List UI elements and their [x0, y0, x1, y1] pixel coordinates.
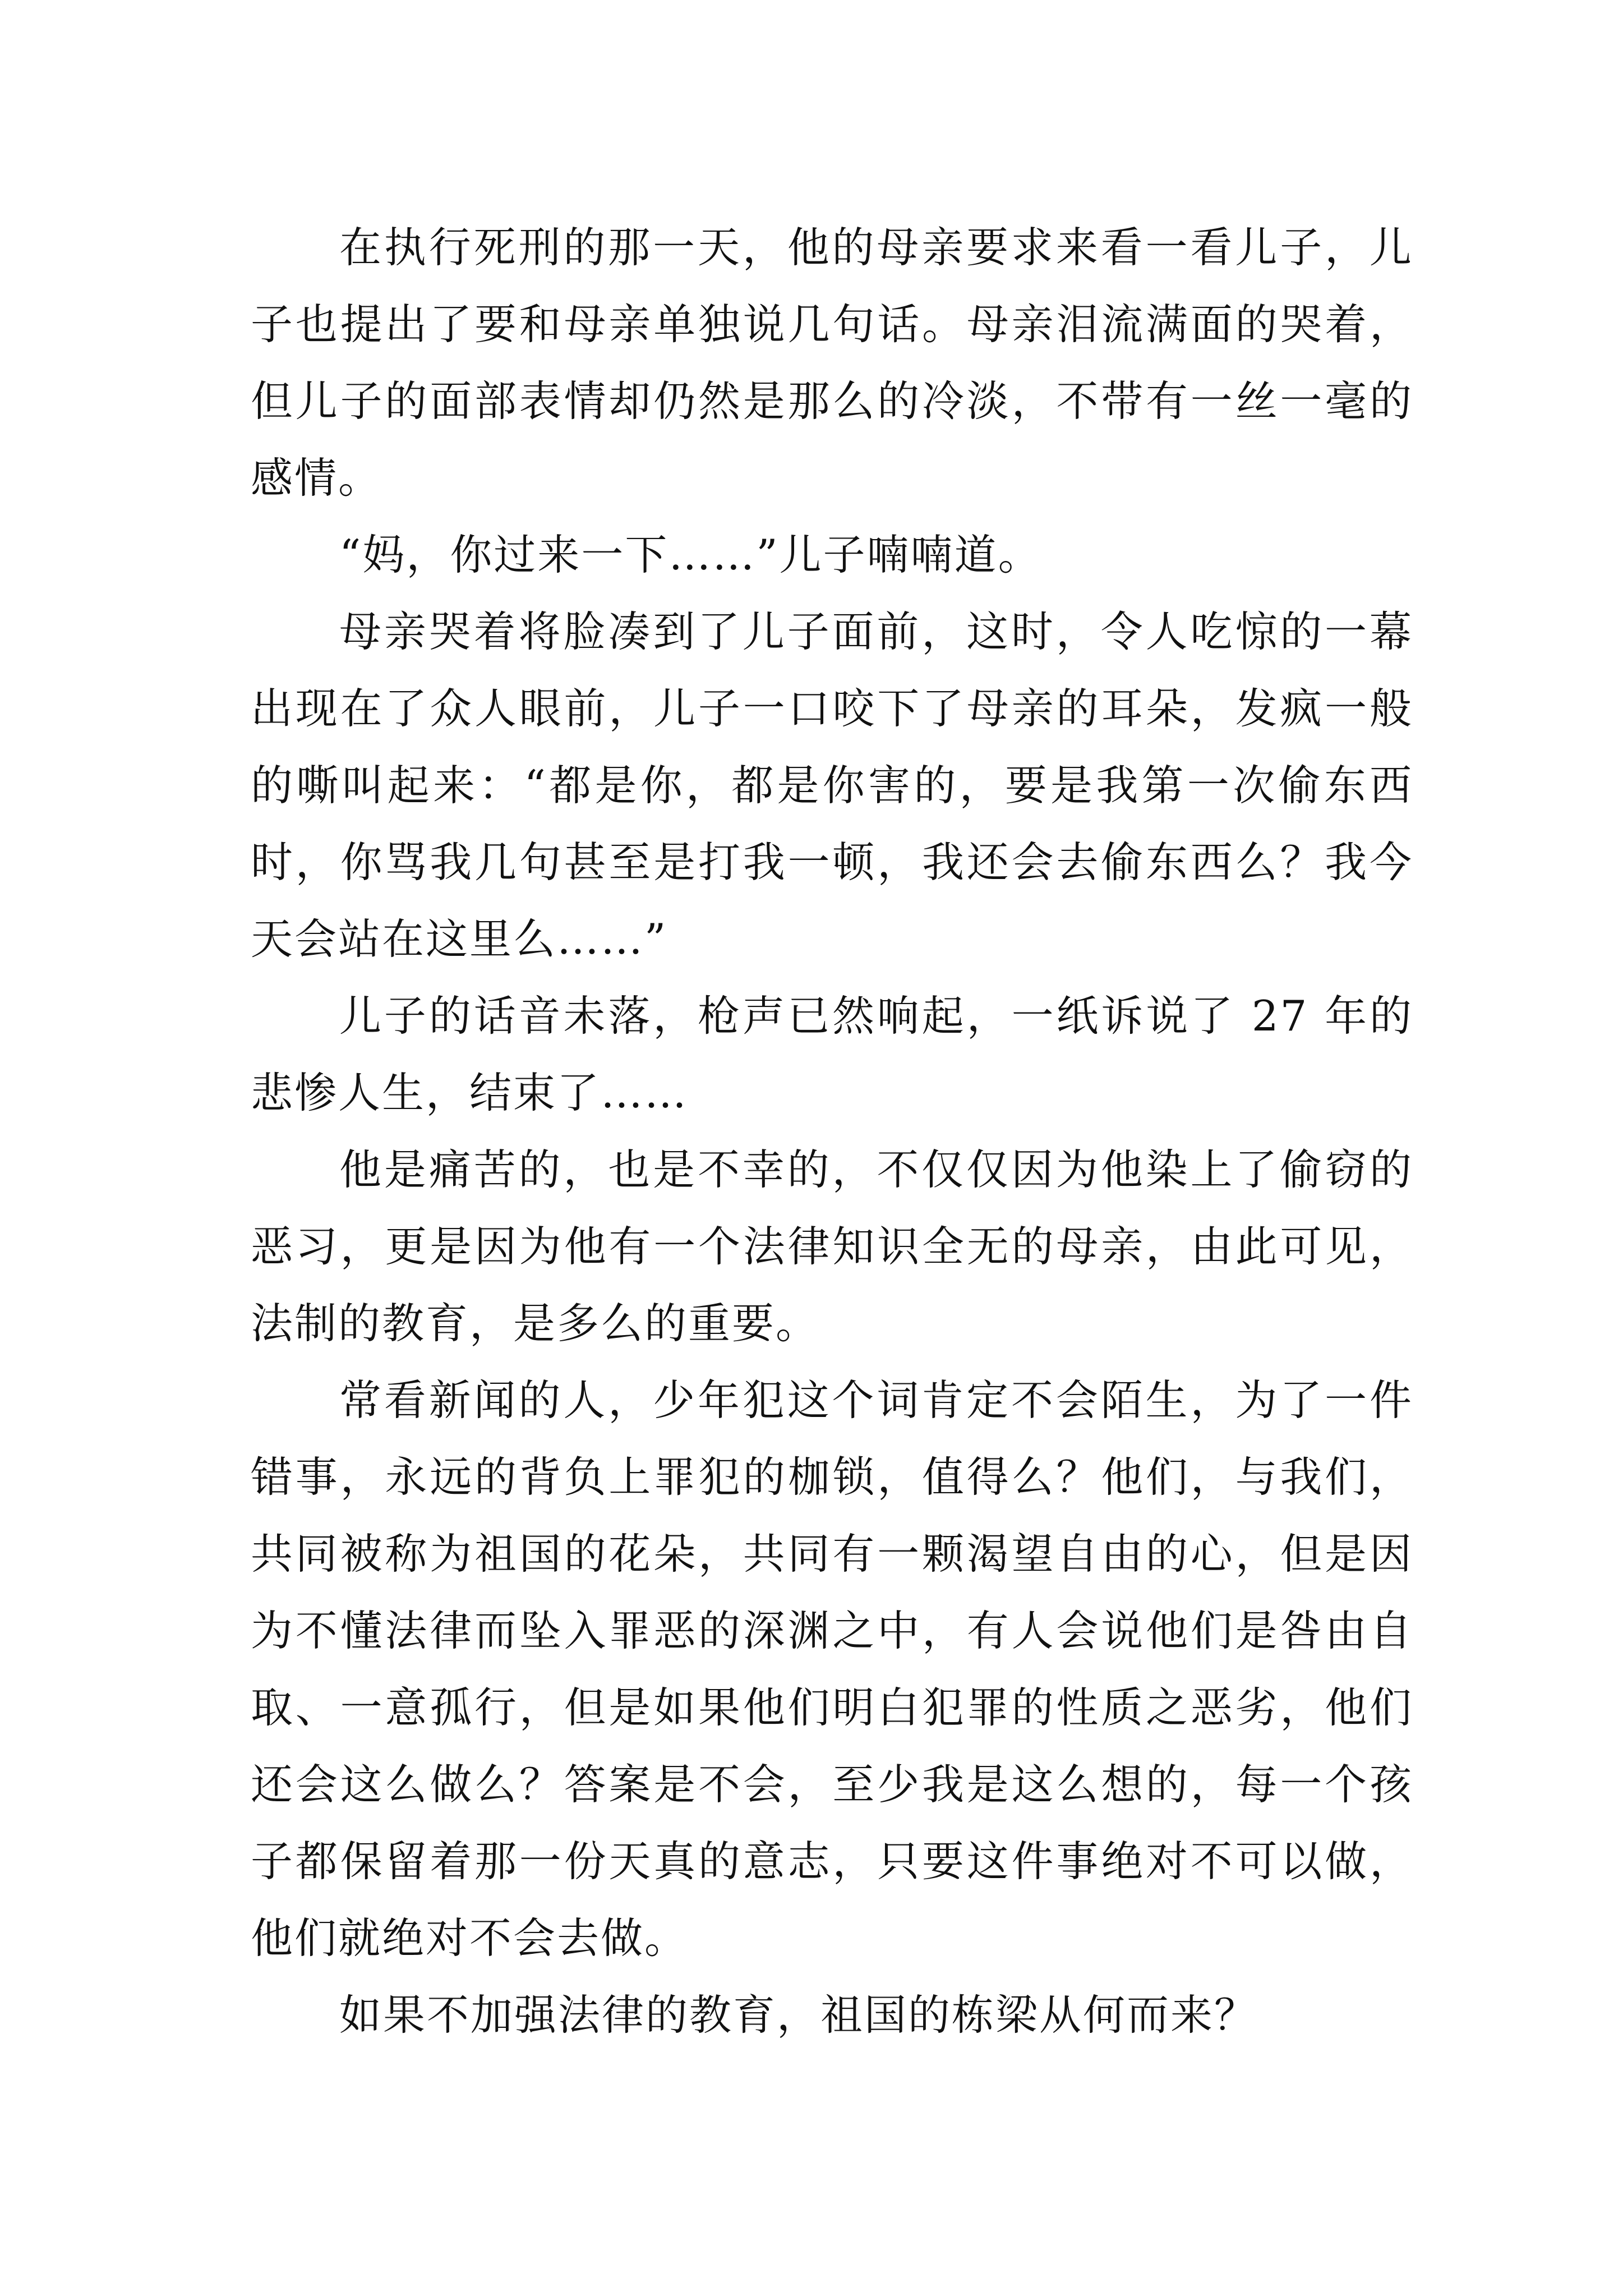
text-line: 恶习，更是因为他有一个法律知识全无的母亲，由此可见， — [251, 1222, 1413, 1271]
text-line: 感情。 — [251, 453, 382, 503]
text-line: 常看新闻的人，少年犯这个词肯定不会陌生，为了一件 — [339, 1375, 1413, 1425]
paragraph-4 — [251, 978, 1413, 1131]
text-line: 的嘶叫起来：“都是你，都是你害的，要是我第一次偷东西 — [251, 761, 1413, 810]
text-line: 母亲哭着将脸凑到了儿子面前，这时，令人吃惊的一幕 — [339, 607, 1413, 656]
text-line: 法制的教育，是多么的重要。 — [251, 1299, 820, 1348]
paragraph-5 — [251, 1131, 1413, 1362]
text-line: 时，你骂我几句甚至是打我一顿，我还会去偷东西么？我今 — [251, 838, 1413, 887]
text-line: 子也提出了要和母亲单独说几句话。母亲泪流满面的哭着， — [251, 300, 1413, 349]
body-text — [251, 209, 1413, 2054]
text-line: 但儿子的面部表情却仍然是那么的冷淡，不带有一丝一毫的 — [251, 376, 1413, 426]
paragraph-1 — [251, 209, 1413, 517]
text-line: “妈，你过来一下……”儿子喃喃道。 — [339, 530, 1042, 579]
text-line: 如果不加强法律的教育，祖国的栋梁从何而来？ — [339, 1990, 1258, 2040]
text-line: 在执行死刑的那一天，他的母亲要求来看一看儿子，儿 — [339, 223, 1413, 272]
paragraph-6 — [251, 1362, 1413, 1977]
text-line: 还会这么做么？答案是不会，至少我是这么想的，每一个孩 — [251, 1760, 1413, 1809]
text-line: 天会站在这里么……” — [251, 914, 668, 964]
text-line: 子都保留着那一份天真的意志，只要这件事绝对不可以做， — [251, 1837, 1413, 1886]
text-line: 他们就绝对不会去做。 — [251, 1913, 689, 1963]
text-line: 悲惨人生，结束了…… — [251, 1068, 689, 1117]
text-line: 他是痛苦的，也是不幸的，不仅仅因为他染上了偷窃的 — [339, 1145, 1413, 1194]
text-line: 儿子的话音未落，枪声已然响起，一纸诉说了 27 年的 — [339, 991, 1413, 1041]
text-line: 错事，永远的背负上罪犯的枷锁，值得么？他们，与我们， — [251, 1452, 1413, 1502]
paragraph-2 — [251, 517, 1413, 593]
text-line: 取、一意孤行，但是如果他们明白犯罪的性质之恶劣，他们 — [251, 1683, 1413, 1732]
text-line: 为不懂法律而坠入罪恶的深渊之中，有人会说他们是咎由自 — [251, 1606, 1413, 1655]
paragraph-7 — [251, 1977, 1413, 2054]
text-line: 共同被称为祖国的花朵，共同有一颗渴望自由的心，但是因 — [251, 1529, 1413, 1579]
text-line: 出现在了众人眼前，儿子一口咬下了母亲的耳朵，发疯一般 — [251, 684, 1413, 733]
paragraph-3 — [251, 593, 1413, 978]
